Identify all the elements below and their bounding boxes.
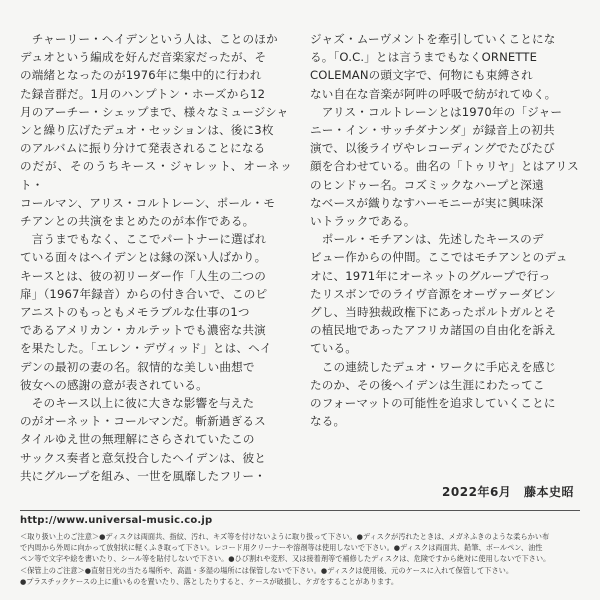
liner-notes-body (20, 30, 582, 483)
column-left (20, 30, 292, 483)
column-right (310, 30, 582, 452)
signature-date: 2022年6月 (442, 485, 512, 499)
signature (442, 483, 574, 500)
paragraph: チャーリー・ヘイデンという人は、ことのほか デュオという編成を好んだ音楽家だったが、そ の端緒となったのが1976年に集中的に行われ た録音群だ。1月のハンプトン・ホーズから12 月のアーチー・シェップまで、様々なミュージシャ ンと繰り広げたデュオ・セッションは、後に3枚 のアルバムに振り分けて発表されることになる のだが、そのうちキース・ジャレット、オーネット・ コールマン、アリス・コルトレーン、ポール・モ チアンとの共演をまとめたのが本作である。 (20, 32, 292, 229)
website-url: http://www.universal-music.co.jp (20, 515, 213, 526)
paragraph: ポール・モチアンは、先述したキースのデ ビュー作からの仲間。ここではモチアンとのデュ オに、1971年にオーネットのグループで行っ たリスボンでのライヴ音源をオーヴァーダビン グし、当時独裁政権下にあったポルトガルとそ の植民地であったアフリカ諸国の自由化を訴え ている。 (310, 232, 568, 356)
paragraph: ジャズ・ムーヴメントを牽引していくことにな る。「O.C.」とは言うまでもなくORNETTE COLEMANの頭文字で、何物にも束縛され ない自在な音楽が阿吽の呼吸で紡がれてゆく。 (310, 32, 557, 101)
signature-author: 藤本史昭 (523, 485, 574, 499)
paragraph: アリス・コルトレーンとは1970年の「ジャー ニー・イン・サッチダナンダ」が録音上の初共 演で、以後ライヴやレコーディングでたびたび 顔を合わせている。曲名の「トゥリヤ」とはアリス のヒンドゥー名。コズミックなハープと深遠 なベースが織りなすハーモニーが実に興味深 いトラックである。 (310, 104, 579, 229)
paragraph: この連続したデュオ・ワークに手応えを感じ たのか、その後ヘイデンは生涯にわたってこ のフォーマットの可能性を追求していくことに なる。 (310, 359, 557, 429)
footer-divider (20, 510, 580, 511)
handling-notes: ＜取り扱い上のご注意＞●ディスクは両面共、指紋、汚れ、キズ等を付けないように取り扱って下さい。●ディスクが汚れたときは、メガネふきのような柔らかい布 で内周から外周に向かって放射状に軽くふき取って下さい。レコード用クリーナーや溶剤等は使用しないで下さい。●ディスクは両面共、鉛筆、ボールペン、油性 ペン等で文字や絵を書いたり、シール等を貼付しないで下さい。●ひび割れや変形、又は接着剤等で補修したディスクは、危険ですから絶対に使用しないで下さい。 ＜保管上のご注意＞●直射日光の当たる場所や、高温・多湿の場所には保管しないで下さい。●ディスクは使用後、元のケースに入れて保管して下さい。 ●プラスチックケースの上に重いものを置いたり、落としたりすると、ケースが破損し、ケガをすることがあります。 (20, 532, 551, 586)
paragraph: 言うまでもなく、ここでパートナーに選ばれ ている面々はヘイデンとは縁の深い人ばかり。 キースとは、彼の初リーダー作「人生の二つの 扉」（1967年録音）からの付き合いで、このピ アニストのもっともメモラブルな仕事の1つ であるアメリカン・カルテットでも濃密な共演 を果たした。「エレン・デヴィッド」とは、ヘイ デンの最初の妻の名。叙情的な美しい曲想で 彼女への感謝の意が表されている。 (20, 232, 272, 392)
paragraph: そのキース以上に彼に大きな影響を与えた のがオーネット・コールマンだ。斬新過ぎるス タイルゆえ世の無理解にさらされていたこの サックス奏者と意気投合したヘイデンは、彼と 共にグループを組み、一世を風靡したフリー・ (20, 396, 267, 483)
